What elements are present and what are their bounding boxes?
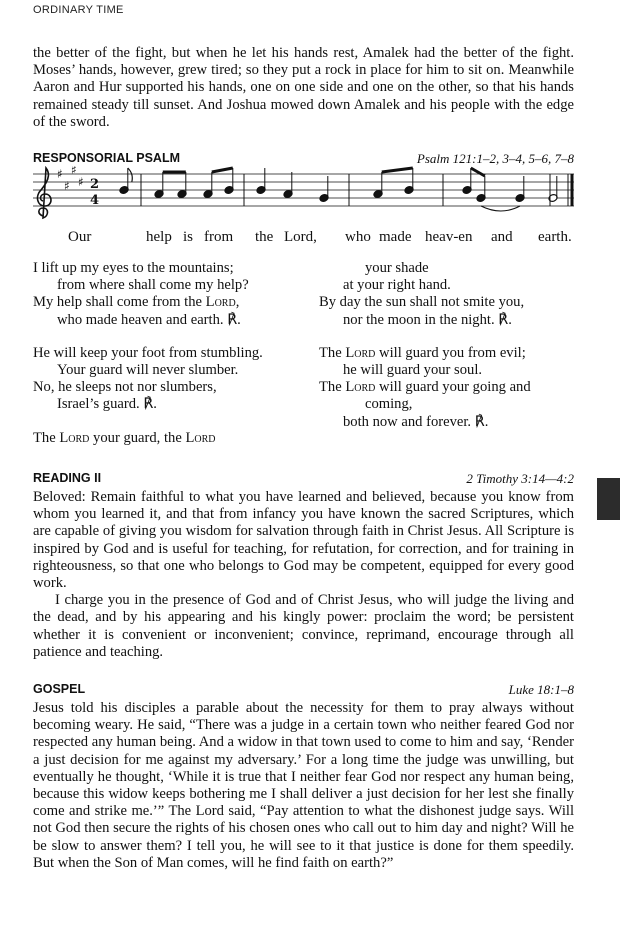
note-beam (471, 168, 485, 176)
response-mark: ℟. (474, 413, 489, 430)
reading-ii-paragraph: Beloved: Remain faithful to what you have learned and believed, because you know from whom you learned it, and that from infancy you have known the sacred Scriptures, which are capable of giving you wisdom for salvation through faith in Christ Jesus. All Scripture is inspired by God and is useful for teaching, for refutation, for correction, and for training in righteousness, so that one who belongs to God may be competent, equipped for every good work. (33, 489, 574, 592)
refrain-word: and (491, 229, 513, 245)
psalm-line: The Lord your guard, the Lord (33, 429, 216, 446)
treble-clef-icon (38, 168, 51, 218)
gospel-citation: Luke 18:1–8 (508, 682, 574, 697)
key-signature-sharps (57, 166, 84, 193)
gospel-heading (33, 682, 574, 699)
refrain-word: made (379, 229, 412, 245)
refrain-word: the (255, 229, 274, 245)
psalm-line: who made heaven and earth. ℟. (57, 311, 241, 328)
psalm-line: your shade (365, 260, 429, 276)
psalm-line: I lift up my eyes to the mountains; (33, 260, 234, 276)
response-mark: ℟. (143, 396, 157, 413)
reading-ii-body (33, 489, 574, 661)
psalm-column-right (319, 260, 531, 431)
svg-text:♯: ♯ (71, 166, 77, 177)
running-head: ORDINARY TIME (33, 4, 124, 16)
note-beam (382, 168, 413, 172)
reading-i-conclusion (33, 45, 574, 131)
reading-i-text: the better of the fight, but when he let his hands rest, Amalek had the better of the fight. Moses’ hands, however, grew tired; so they put a rock in place for him to sit on. Meanwhile Aaron and Hur supported his hands, one on one side and one on the other, so that his hands remained steady till sunset. And Joshua mowed down Amalek and his people with the edge of the sword. (33, 45, 574, 130)
svg-text:2: 2 (90, 177, 100, 192)
psalm-line: both now and forever. ℟. (343, 413, 489, 430)
psalm-line: Israel’s guard. ℟. (57, 396, 157, 413)
refrain-word: Lord, (284, 229, 317, 245)
reading-ii-heading (33, 471, 574, 488)
refrain-word: help (146, 229, 172, 245)
psalm-line: The Lord will guard your going and (319, 379, 531, 396)
gospel-body (33, 700, 574, 872)
reading-ii-title: READING II (33, 471, 102, 485)
time-signature (90, 177, 99, 208)
psalm-line: He will keep your foot from stumbling. (33, 344, 263, 361)
note-beam (212, 168, 233, 172)
staff-lines (33, 174, 574, 206)
refrain-notes (119, 168, 558, 202)
response-mark: ℟. (227, 311, 241, 328)
refrain-word: is (183, 229, 194, 245)
refrain-music-staff (33, 166, 574, 224)
psalm-citation: Psalm 121:1–2, 3–4, 5–6, 7–8 (416, 151, 574, 166)
psalm-line: at your right hand. (343, 277, 451, 294)
svg-text:♯: ♯ (78, 175, 84, 189)
reading-ii-paragraph: I charge you in the presence of God and of Christ Jesus, who will judge the living and the dead, and by his appearing and his kingly power: proclaim the word; be persistent whether it is convenient or inconvenient; convince, reprimand, encourage through all patience and teaching. (33, 592, 574, 660)
psalm-line: he will guard your soul. (343, 362, 483, 379)
psalm-line: from where shall come my help? (57, 277, 249, 294)
reading-ii-citation: 2 Timothy 3:14—4:2 (466, 471, 574, 486)
section-thumb-tab (597, 478, 620, 520)
refrain-word: Our (68, 229, 92, 245)
svg-text:4: 4 (90, 193, 100, 208)
note-flag (128, 168, 133, 182)
psalm-line: The Lord will guard you from evil; (319, 344, 526, 361)
psalm-line: nor the moon in the night. ℟. (343, 311, 512, 328)
svg-text:♯: ♯ (64, 179, 70, 193)
tie-slur (481, 206, 520, 211)
refrain-word: from (204, 229, 234, 245)
refrain-word: who (345, 229, 371, 245)
refrain-word: heav-en (425, 229, 473, 245)
psalm-line: Your guard will never slumber. (57, 362, 239, 379)
psalm-line: By day the sun shall not smite you, (319, 294, 525, 311)
psalm-line: coming, (365, 396, 413, 413)
response-mark: ℟. (498, 311, 512, 328)
gospel-text: Jesus told his disciples a parable about the necessity for them to pray always without becoming weary. He said, “There was a judge in a certain town who neither feared God nor respected any human being. And a widow in that town used to come to him and say, ‘Render a just decision for me against my adversary.’ For a long time the judge was unwilling, but eventually he thought, ‘While it is true that I neither fear God nor respect any human being, because this widow keeps bothering me I shall deliver a just decision for her lest she finally come and strike me.’” The Lord said, “Pay attention to what the dishonest judge says. Will not God then secure the rights of his chosen ones who call out to him day and night? Will he be slow to answer them? I tell you, he will see to it that justice is done for them speedily. But when the Son of Man comes, will he find faith on earth?” (33, 700, 574, 871)
svg-text:♯: ♯ (57, 167, 63, 181)
psalm-line: My help shall come from the Lord, (33, 294, 240, 311)
refrain-word: earth. (538, 229, 572, 245)
psalm-column-left (33, 260, 263, 447)
gospel-title: GOSPEL (33, 682, 86, 696)
psalm-title: RESPONSORIAL PSALM (33, 151, 181, 165)
psalm-line: No, he sleeps not nor slumbers, (33, 379, 217, 396)
